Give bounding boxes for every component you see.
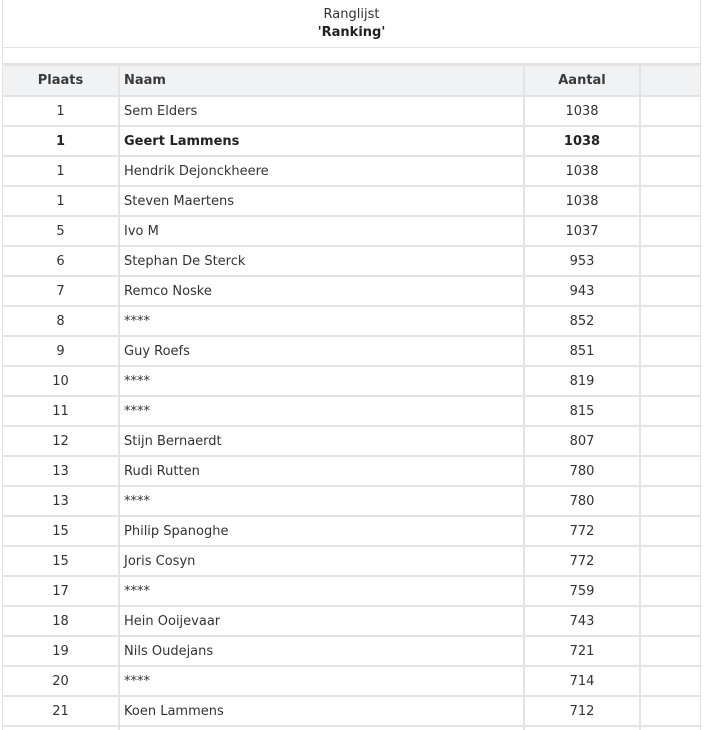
table-header-row (3, 65, 700, 96)
aantal-cell: 1038 (524, 126, 640, 156)
aantal-cell: 743 (524, 606, 640, 636)
table-row[interactable] (3, 216, 700, 246)
plaats-cell: 1 (3, 156, 119, 186)
plaats-cell: 5 (3, 216, 119, 246)
plaats-cell: 21 (3, 696, 119, 726)
naam-cell: **** (119, 306, 524, 336)
table-row[interactable] (3, 426, 700, 456)
table-row[interactable] (3, 366, 700, 396)
plaats-cell: 12 (3, 426, 119, 456)
aantal-cell: 1037 (524, 216, 640, 246)
naam-cell: Ivo M (119, 216, 524, 246)
extra-cell (640, 186, 700, 216)
naam-cell: Hendrik Dejonckheere (119, 156, 524, 186)
aantal-cell: 807 (524, 426, 640, 456)
plaats-cell: 6 (3, 246, 119, 276)
naam-cell (119, 726, 524, 730)
extra-cell (640, 96, 700, 126)
plaats-cell: 20 (3, 666, 119, 696)
table-row[interactable] (3, 456, 700, 486)
plaats-cell: 7 (3, 276, 119, 306)
aantal-cell: 772 (524, 546, 640, 576)
extra-cell (640, 366, 700, 396)
column-header-extra (640, 65, 700, 96)
plaats-cell: 13 (3, 456, 119, 486)
aantal-cell (524, 726, 640, 730)
plaats-cell: 15 (3, 546, 119, 576)
plaats-cell: 10 (3, 366, 119, 396)
extra-cell (640, 426, 700, 456)
table-row[interactable] (3, 576, 700, 606)
extra-cell (640, 456, 700, 486)
plaats-cell: 9 (3, 336, 119, 366)
extra-cell (640, 666, 700, 696)
extra-cell (640, 546, 700, 576)
extra-cell (640, 216, 700, 246)
plaats-cell: 18 (3, 606, 119, 636)
naam-cell: **** (119, 396, 524, 426)
naam-cell: Stephan De Sterck (119, 246, 524, 276)
table-row[interactable] (3, 636, 700, 666)
table-row[interactable] (3, 696, 700, 726)
aantal-cell: 851 (524, 336, 640, 366)
aantal-cell: 721 (524, 636, 640, 666)
naam-cell: Remco Noske (119, 276, 524, 306)
table-row[interactable] (3, 306, 700, 336)
naam-cell: Joris Cosyn (119, 546, 524, 576)
naam-cell: Rudi Rutten (119, 456, 524, 486)
extra-cell (640, 126, 700, 156)
naam-cell: **** (119, 486, 524, 516)
extra-cell (640, 516, 700, 546)
header-spacer (3, 48, 700, 64)
naam-cell: Geert Lammens (119, 126, 524, 156)
aantal-cell: 1038 (524, 156, 640, 186)
extra-cell (640, 336, 700, 366)
extra-cell (640, 696, 700, 726)
table-row[interactable] (3, 336, 700, 366)
aantal-cell: 815 (524, 396, 640, 426)
extra-cell (640, 156, 700, 186)
aantal-cell: 759 (524, 576, 640, 606)
column-header-naam[interactable]: Naam (119, 65, 524, 96)
extra-cell (640, 486, 700, 516)
naam-cell: Philip Spanoghe (119, 516, 524, 546)
plaats-cell: 1 (3, 186, 119, 216)
plaats-cell: 1 (3, 96, 119, 126)
extra-cell (640, 246, 700, 276)
plaats-cell: 1 (3, 126, 119, 156)
plaats-cell: 8 (3, 306, 119, 336)
table-body (3, 96, 700, 730)
table-row[interactable] (3, 666, 700, 696)
naam-cell: Steven Maertens (119, 186, 524, 216)
table-row[interactable] (3, 546, 700, 576)
aantal-cell: 772 (524, 516, 640, 546)
table-row[interactable] (3, 246, 700, 276)
extra-cell (640, 396, 700, 426)
aantal-cell: 819 (524, 366, 640, 396)
table-row[interactable] (3, 156, 700, 186)
aantal-cell: 943 (524, 276, 640, 306)
extra-cell (640, 306, 700, 336)
ranking-table (3, 64, 700, 730)
aantal-cell: 953 (524, 246, 640, 276)
plaats-cell: 13 (3, 486, 119, 516)
plaats-cell: 19 (3, 636, 119, 666)
aantal-cell: 852 (524, 306, 640, 336)
naam-cell: **** (119, 576, 524, 606)
aantal-cell: 780 (524, 456, 640, 486)
aantal-cell: 714 (524, 666, 640, 696)
extra-cell (640, 606, 700, 636)
naam-cell: Hein Ooijevaar (119, 606, 524, 636)
table-row[interactable] (3, 126, 700, 156)
aantal-cell: 1038 (524, 186, 640, 216)
extra-cell (640, 276, 700, 306)
table-row[interactable] (3, 486, 700, 516)
extra-cell (640, 636, 700, 666)
aantal-cell: 1038 (524, 96, 640, 126)
aantal-cell: 780 (524, 486, 640, 516)
plaats-cell: 15 (3, 516, 119, 546)
ranking-panel (2, 0, 701, 730)
naam-cell: Sem Elders (119, 96, 524, 126)
column-header-plaats[interactable]: Plaats (3, 65, 119, 96)
extra-cell (640, 726, 700, 730)
plaats-cell (3, 726, 119, 730)
aantal-cell: 712 (524, 696, 640, 726)
page-subtitle: 'Ranking' (317, 25, 386, 40)
naam-cell: Stijn Bernaerdt (119, 426, 524, 456)
naam-cell: Nils Oudejans (119, 636, 524, 666)
naam-cell: **** (119, 666, 524, 696)
table-row[interactable] (3, 726, 700, 730)
table-row[interactable] (3, 276, 700, 306)
column-header-aantal[interactable]: Aantal (524, 65, 640, 96)
table-row[interactable] (3, 396, 700, 426)
extra-cell (640, 576, 700, 606)
table-row[interactable] (3, 516, 700, 546)
naam-cell: **** (119, 366, 524, 396)
naam-cell: Guy Roefs (119, 336, 524, 366)
plaats-cell: 11 (3, 396, 119, 426)
table-row[interactable] (3, 96, 700, 126)
page-title: Ranglijst (323, 7, 380, 22)
plaats-cell: 17 (3, 576, 119, 606)
ranking-header (3, 0, 700, 48)
naam-cell: Koen Lammens (119, 696, 524, 726)
table-row[interactable] (3, 186, 700, 216)
table-row[interactable] (3, 606, 700, 636)
